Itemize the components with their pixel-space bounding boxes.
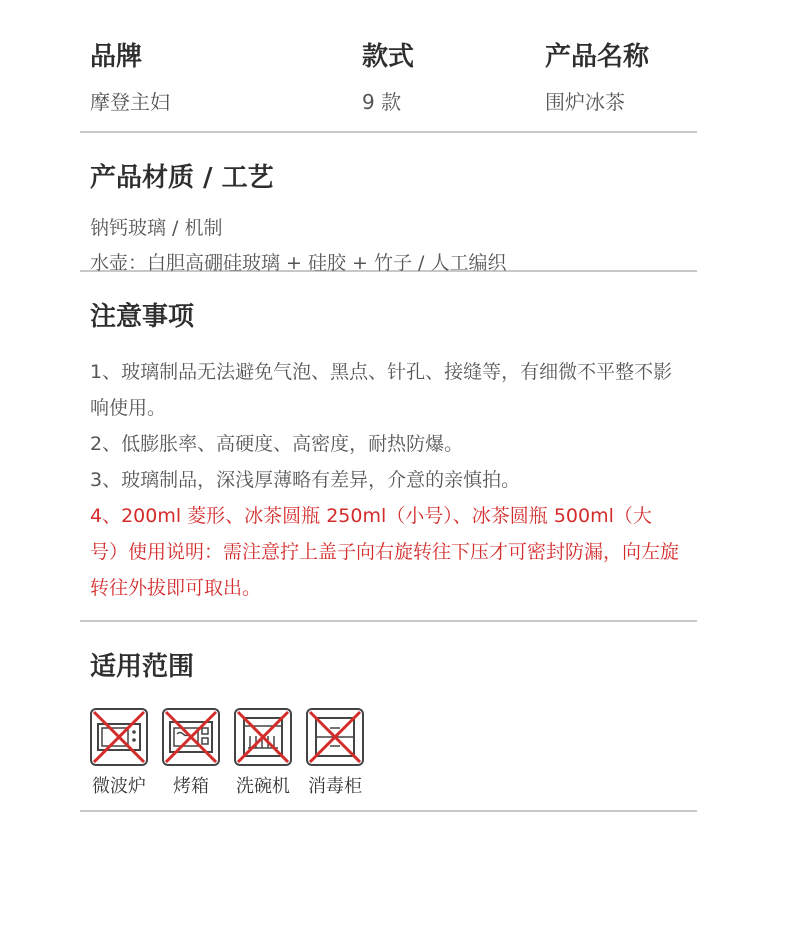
spec-table xyxy=(80,0,697,131)
scope-item xyxy=(88,708,150,798)
material-line: 钠钙玻璃 / 机制 xyxy=(90,217,223,239)
divider xyxy=(80,810,697,812)
scope-icon-list xyxy=(80,708,697,798)
scope-item xyxy=(304,708,366,798)
oven-icon xyxy=(162,708,220,766)
usage-scope-section xyxy=(80,622,697,810)
scope-item-label: 洗碗机 xyxy=(236,776,290,797)
product-info-page xyxy=(80,0,697,812)
note-item: 2、低膨胀率、高硬度、高密度，耐热防爆。 xyxy=(90,433,464,455)
style-column xyxy=(362,40,414,116)
name-column xyxy=(545,40,649,116)
material-line: 水壶：白胆高硼硅玻璃 + 硅胶 + 竹子 / 人工编织 xyxy=(90,252,507,274)
notes-title: 注意事项 xyxy=(90,302,195,332)
brand-column xyxy=(90,40,170,116)
note-item: 3、玻璃制品，深浅厚薄略有差异，介意的亲慎拍。 xyxy=(90,469,521,491)
scope-item xyxy=(160,708,222,798)
microwave-icon xyxy=(90,708,148,766)
style-value: 9 款 xyxy=(362,90,402,114)
scope-title: 适用范围 xyxy=(90,652,195,682)
sterilizer-icon xyxy=(306,708,364,766)
dishwasher-icon xyxy=(234,708,292,766)
note-item: 1、玻璃制品无法避免气泡、黑点、针孔、接缝等，有细微不平整不影响使用。 xyxy=(90,361,673,419)
notes-section xyxy=(80,272,697,620)
scope-item-label: 消毒柜 xyxy=(308,776,362,797)
scope-item xyxy=(232,708,294,798)
style-label: 款式 xyxy=(362,42,415,72)
product-name-label: 产品名称 xyxy=(545,42,650,72)
scope-item-label: 微波炉 xyxy=(92,776,146,797)
note-item-warning: 4、200ml 菱形、冰茶圆瓶 250ml（小号）、冰茶圆瓶 500ml（大号）使用说明：需注意拧上盖子向右旋转往下压才可密封防漏，向左旋转往外拔即可取出。 xyxy=(90,505,680,599)
brand-value: 摩登主妇 xyxy=(90,90,170,114)
material-title: 产品材质 / 工艺 xyxy=(90,163,274,193)
product-name-value: 围炉冰茶 xyxy=(545,90,625,114)
scope-item-label: 烤箱 xyxy=(173,776,209,797)
brand-label: 品牌 xyxy=(90,42,143,72)
notes-list xyxy=(80,354,680,606)
material-section xyxy=(80,133,697,274)
